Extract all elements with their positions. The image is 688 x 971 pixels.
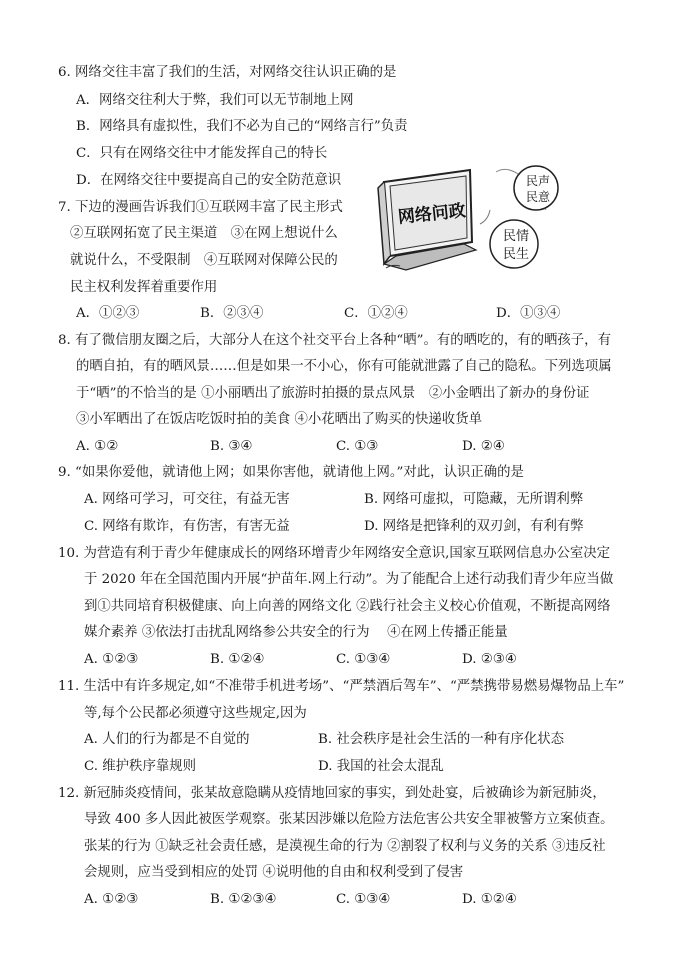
q8-option-d: D. ②④ [462,439,505,454]
q10-option-d: D. ②③④ [462,652,517,667]
q9-option-d: D. 网络是把锋利的双刃剑，有利有弊 [364,519,584,534]
q8-stem-line4: ③小军晒出了在饭店吃饭时拍的美食 ④小花晒出了购买的快递收货单 [76,412,482,427]
q11-option-a: A. 人们的行为都是不自觉的 [84,732,250,747]
q8-stem-line3: 于“晒”的不恰当的是 ①小丽晒出了旅游时拍摄的景点风景 ②小金晒出了新办的身份证 [76,386,590,401]
q9-stem: 9. “如果你爱他，就请他上网；如果你害他，就请他上网。”对此，认识正确的是 [58,465,524,480]
q7-option-d: D．①③④ [496,306,561,321]
q11-option-d: D. 我国的社会太混乱 [318,759,444,774]
speech-bubble-1 [514,166,558,210]
svg-text:民情: 民情 [503,229,530,244]
q12-option-a: A. ①②③ [84,892,139,907]
q7-option-b: B．②③④ [200,306,264,321]
q12-stem-line3: 张某的行为 ①缺乏社会责任感，是漠视生命的行为 ②割裂了权利与义务的关系 ③违反社 [84,839,606,854]
q6-option-b: B．网络具有虚拟性，我们不必为自己的“网络言行”负责 [76,119,408,134]
q7-option-a: A．①②③ [76,306,140,321]
q10-option-a: A. ①②③ [84,652,139,667]
q6-option-c: C．只有在网络交往中才能发挥自己的特长 [76,146,328,161]
q6-option-d: D．在网络交往中要提高自己的安全防范意识 [76,173,342,188]
q7-stem-line1: 7. 下边的漫画告诉我们①互联网丰富了民主形式 [58,200,343,215]
q9-option-a: A. 网络可学习，可交往，有益无害 [84,492,290,507]
q6-option-a: A．网络交往利大于弊，我们可以无节制地上网 [76,93,354,108]
q7-stem-line3: 就说什么，不受限制 ④互联网对保障公民的 [70,253,338,268]
q6-stem: 6. 网络交往丰富了我们的生活，对网络交往认识正确的是 [58,65,397,80]
q12-option-c: C. ①③④ [336,892,391,907]
svg-text:民生: 民生 [503,247,530,262]
q10-option-b: B. ①②④ [210,652,265,667]
q10-stem-line1: 10. 为营造有利于青少年健康成长的网络环增青少年网络安全意识,国家互联网信息办公室决定 [58,546,611,561]
q11-stem-line1: 11. 生活中有许多规定,如“不准带手机进考场”、“严禁酒后驾车”、“严禁携带易燃易爆物品上车” [58,679,625,694]
q8-option-a: A. ①② [76,439,119,454]
q9-option-c: C. 网络有欺诈，有伤害，有害无益 [84,519,290,534]
q10-stem-line3: 到①共同培育积极健康、向上向善的网络文化 ②践行社会主义校心价值观，不断提高网络 [84,599,611,614]
speech-bubble-2 [490,220,538,268]
q12-stem-line1: 12. 新冠肺炎疫情间，张某故意隐瞒从疫情地回家的事实，到处赴宴，后被确诊为新冠肺炎， [58,786,606,801]
q12-option-d: D. ①②④ [462,892,517,907]
svg-text:民声: 民声 [526,174,551,188]
q11-option-b: B. 社会秩序是社会生活的一种有序化状态 [318,732,564,747]
q11-stem-line2: 等,每个公民都必须遵守这些规定,因为 [84,706,307,721]
q8-option-c: C. ①③ [336,439,379,454]
q7-stem-line2: ②互联网拓宽了民主渠道 ③在网上想说什么 [70,226,338,241]
q7-option-c: C．①②④ [344,306,408,321]
q8-stem-line1: 8. 有了微信朋友圈之后，大部分人在这个社交平台上各种“晒”。有的晒吃的，有的晒孩子，有 [58,333,611,348]
q10-stem-line2: 于 2020 年在全国范围内开展“护苗年.网上行动”。为了能配合上述行动我们青少年应当做 [84,572,614,587]
q10-option-c: C. ①③④ [336,652,391,667]
q12-stem-line2: 导致 400 多人因此被医学观察。张某因涉嫌以危险方法危害公共安全罪被警方立案侦查。 [84,812,614,827]
q7-stem-line4: 民主权利发挥着重要作用 [70,280,218,295]
q8-option-b: B. ③④ [210,439,253,454]
q9-option-b: B. 网络可虚拟，可隐藏，无所谓利弊 [364,492,584,507]
q8-stem-line2: 的晒自拍，有的晒风景……但是如果一不小心，你有可能就泄露了自己的隐私。下列选项属 [76,359,612,374]
cartoon-screen-text: 网络问政 [397,200,467,228]
q10-stem-line4: 媒介素养 ③依法打击扰乱网络参公共安全的行为 ④在网上传播正能量 [84,625,508,640]
svg-text:民意: 民意 [526,190,551,204]
q12-stem-line4: 会规则，应当受到相应的处罚 ④说明他的自由和权利受到了侵害 [84,865,464,880]
cartoon-illustration [376,164,562,272]
q11-option-c: C. 维护秩序靠规则 [84,759,197,774]
q12-option-b: B. ①②③④ [210,892,277,907]
